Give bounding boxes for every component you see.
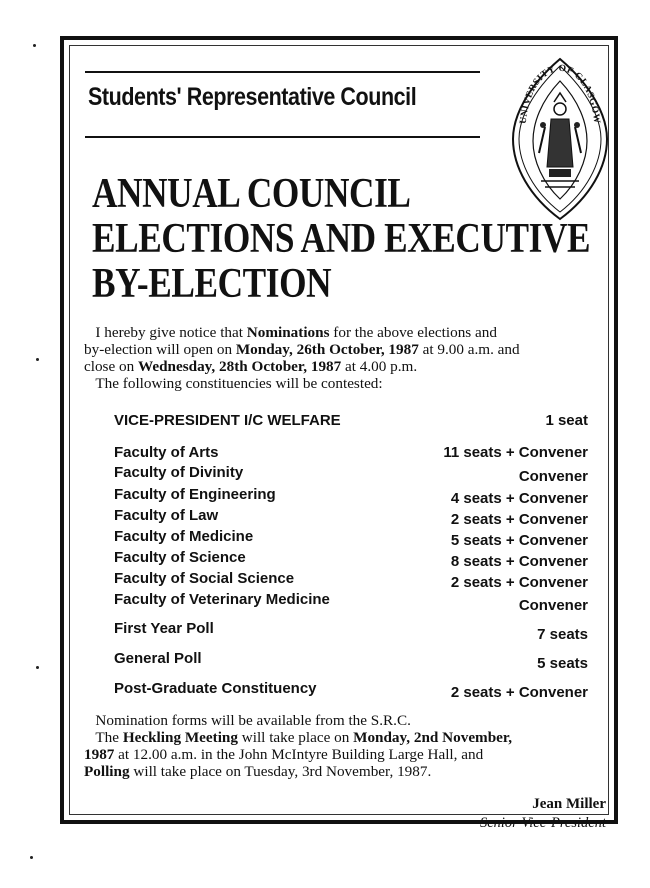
closing-text: will take place on [237, 729, 354, 746]
seat-count: 7 seats [537, 626, 588, 643]
list-item [114, 444, 588, 464]
constituency-name: Faculty of Social Science [114, 570, 295, 587]
constituency-name: Faculty of Law [114, 507, 219, 524]
intro-text: I hereby give notice that [95, 324, 247, 341]
constituency-name: General Poll [114, 650, 202, 667]
list-item [114, 507, 588, 527]
seat-count: Convener [518, 597, 588, 614]
closing-text: at 12.00 a.m. in the John McIntyre Building Large Hall, and [114, 746, 484, 763]
list-item [114, 570, 588, 590]
list-item [114, 680, 588, 700]
list-item [114, 412, 588, 432]
constituency-name: Post-Graduate Constituency [114, 680, 317, 697]
intro-emphasis: Monday, 26th October, 1987 [235, 341, 419, 358]
closing-emphasis: 1987 [84, 746, 115, 763]
closing-text: will take place on Tuesday, 3rd November, 1987. [129, 763, 432, 780]
seat-count: 5 seats [537, 655, 588, 672]
intro-text: at 4.00 p.m. [341, 358, 418, 375]
header-rule-top [85, 71, 480, 73]
intro-text: The following constituencies will be contested: [95, 375, 383, 392]
headline-line: ELECTIONS AND EXECUTIVE [92, 216, 591, 262]
signatory-name: Jean Miller [532, 796, 606, 812]
seat-count: 2 seats + Convener [450, 684, 588, 701]
headline-line: ANNUAL COUNCIL [92, 171, 411, 217]
headline-line: BY-ELECTION [92, 261, 332, 307]
constituency-name: Faculty of Medicine [114, 528, 254, 545]
seat-count: 2 seats + Convener [450, 511, 588, 528]
constituency-name: Faculty of Veterinary Medicine [114, 591, 330, 608]
notice-intro [84, 324, 624, 392]
constituency-name: Faculty of Engineering [114, 486, 276, 503]
list-item [114, 650, 588, 670]
closing-emphasis: Heckling Meeting [122, 729, 238, 746]
closing-text: The [95, 729, 123, 746]
list-item [114, 549, 588, 569]
list-item [114, 591, 588, 614]
list-item [114, 528, 588, 548]
signatory-title: Senior Vice-President [479, 815, 606, 831]
constituency-name: Faculty of Arts [114, 444, 219, 461]
organisation-name: Students' Representative Council [88, 83, 417, 111]
closing-text: Nomination forms will be available from the S.R.C. [95, 712, 411, 729]
constituency-name: Faculty of Divinity [114, 464, 244, 481]
seat-count: 5 seats + Convener [450, 532, 588, 549]
closing-emphasis: Monday, 2nd November, [353, 729, 513, 746]
notice-closing [84, 712, 624, 780]
scan-speck [36, 666, 39, 669]
list-item [114, 486, 588, 506]
list-item [114, 464, 588, 484]
list-item [114, 620, 588, 643]
intro-emphasis: Wednesday, 28th October, 1987 [138, 358, 342, 375]
seal-text: UNIVERSITY OF GLASGOW [518, 63, 602, 125]
seat-count: 11 seats + Convener [443, 444, 588, 461]
intro-emphasis: Nominations [246, 324, 330, 341]
seat-count: 4 seats + Convener [450, 490, 588, 507]
scan-speck [33, 44, 36, 47]
scan-speck [30, 856, 33, 859]
intro-text: close on [84, 358, 138, 375]
intro-text: at 9.00 a.m. and [418, 341, 520, 358]
scan-speck [36, 358, 39, 361]
header-rule-bottom [85, 136, 480, 138]
closing-emphasis: Polling [84, 763, 130, 780]
constituency-name: Faculty of Science [114, 549, 246, 566]
constituency-name: VICE-PRESIDENT I/C WELFARE [114, 412, 341, 429]
election-notice [60, 36, 618, 831]
intro-text: for the above elections and [329, 324, 497, 341]
seat-count: Convener [518, 468, 588, 485]
headline [92, 172, 590, 307]
seat-count: 1 seat [545, 412, 588, 429]
seat-count: 2 seats + Convener [450, 574, 588, 591]
constituency-name: First Year Poll [114, 620, 214, 637]
seat-count: 8 seats + Convener [450, 553, 588, 570]
intro-text: by-election will open on [84, 341, 236, 358]
